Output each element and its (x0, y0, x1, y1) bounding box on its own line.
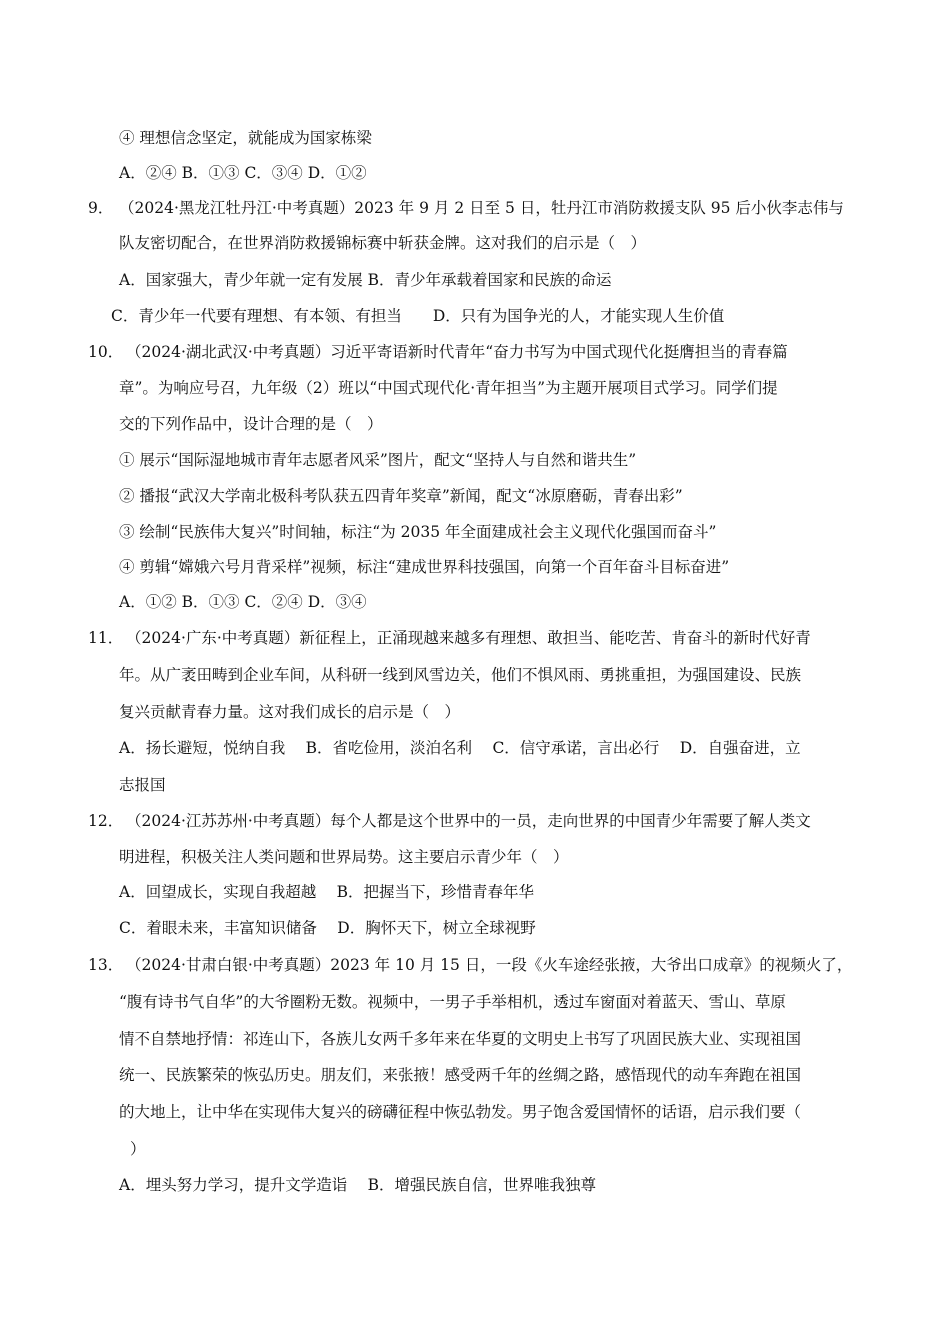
question-text: 章”。为响应号召，九年级（2）班以“中国式现代化·青年担当”为主题开展项目式学习。同学们提 (119, 379, 778, 397)
question-number: 11． (88, 629, 124, 647)
question-text: 年。从广袤田畴到企业车间，从科研一线到风雪边关，他们不惧风雨、勇挑重担，为强国建设、民族 (119, 666, 802, 684)
question-text: （2024·甘肃白银·中考真题）2023 年 10 月 15 日，一段《火车途经张掖，大爷出口成章》的视频火了， (126, 956, 853, 974)
answer-choices: A．回望成长，实现自我超越 B．把握当下，珍惜青春年华 (119, 883, 535, 901)
answer-choices: A．②④ B．①③ C．③④ D．①② (119, 164, 367, 182)
question-number: 13． (88, 956, 124, 974)
answer-choices: 志报国 (119, 776, 166, 794)
answer-choices: A．国家强大，青少年就一定有发展 B．青少年承载着国家和民族的命运 (119, 271, 612, 289)
question-text: “腹有诗书气自华”的大爷圈粉无数。视频中，一男子手举相机，透过车窗面对着蓝天、雪山、草原 (119, 993, 786, 1011)
question-text: 队友密切配合，在世界消防救援锦标赛中斩获金牌。这对我们的启示是（ ） (119, 234, 647, 252)
option-line: ④ 理想信念坚定，就能成为国家栋梁 (119, 129, 372, 147)
question-text: 统一、民族繁荣的恢弘历史。朋友们，来张掖！感受两千年的丝绸之路，感悟现代的动车奔跑在祖国 (119, 1066, 802, 1084)
option-line: ④ 剪辑“嫦娥六号月背采样”视频，标注“建成世界科技强国，向第一个百年奋斗目标奋进” (119, 558, 730, 576)
question-text: 情不自禁地抒情：祁连山下，各族儿女两千多年来在华夏的文明史上书写了巩固民族大业、实现祖国 (119, 1030, 802, 1048)
question-text: （2024·湖北武汉·中考真题）习近平寄语新时代青年“奋力书写为中国式现代化挺膺担当的青春篇 (126, 343, 788, 361)
answer-choices: C．着眼未来，丰富知识储备 D．胸怀天下，树立全球视野 (119, 919, 536, 937)
question-number: 12． (88, 812, 124, 830)
question-text: （2024·广东·中考真题）新征程上，正涌现越来越多有理想、敢担当、能吃苦、肯奋斗的新时代好青 (126, 629, 811, 647)
question-text: 的大地上，让中华在实现伟大复兴的磅礴征程中恢弘勃发。男子饱含爱国情怀的话语，启示我们要（ (119, 1103, 802, 1121)
answer-choices: A．埋头努力学习，提升文学造诣 B．增强民族自信，世界唯我独尊 (119, 1176, 597, 1194)
answer-choices: A．扬长避短，悦纳自我 B．省吃俭用，淡泊名利 C．信守承诺，言出必行 D．自强奋进，立 (119, 739, 801, 757)
option-line: ③ 绘制“民族伟大复兴”时间轴，标注“为 2035 年全面建成社会主义现代化强国而奋斗” (119, 523, 717, 541)
answer-choices: C．青少年一代要有理想、有本领、有担当 D．只有为国争光的人，才能实现人生价值 (111, 307, 725, 325)
question-text: 复兴贡献青春力量。这对我们成长的启示是（ ） (119, 703, 461, 721)
question-text: 明进程，积极关注人类问题和世界局势。这主要启示青少年（ ） (119, 848, 569, 866)
option-line: ② 播报“武汉大学南北极科考队获五四青年奖章”新闻，配文“冰原磨砺，青春出彩” (119, 487, 683, 505)
answer-choices: A．①② B．①③ C．②④ D．③④ (119, 593, 367, 611)
option-line: ① 展示“国际湿地城市青年志愿者风采”图片，配文“坚持人与自然和谐共生” (119, 451, 637, 469)
question-number: 9． (88, 199, 114, 217)
question-text: （2024·黑龙江牡丹江·中考真题）2023 年 9 月 2 日至 5 日，牡丹江市消防救援支队 95 后小伙李志伟与 (119, 199, 844, 217)
question-number: 10． (88, 343, 124, 361)
question-text: 交的下列作品中，设计合理的是（ ） (119, 415, 383, 433)
question-text: ） (130, 1140, 146, 1158)
question-text: （2024·江苏苏州·中考真题）每个人都是这个世界中的一员，走向世界的中国青少年需要了解人类文 (126, 812, 811, 830)
